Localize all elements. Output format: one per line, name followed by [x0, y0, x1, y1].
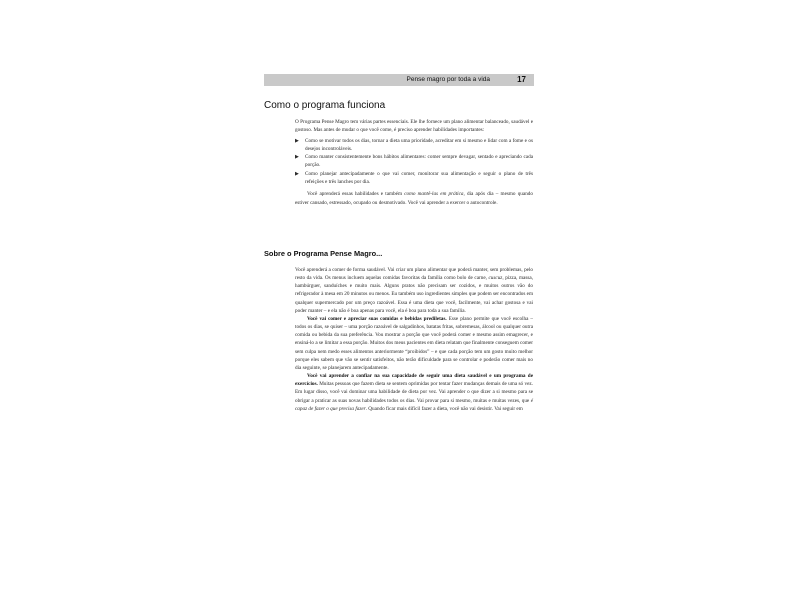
section-body-sobre [295, 266, 533, 413]
list-item [295, 153, 533, 170]
paragraph-comidas-prediletas [295, 315, 533, 372]
closing-emphasis: como mantê-las em prática [404, 191, 464, 198]
paragraph-text: Muitas pessoas que fazem dieta se sentem oprimidas por tentar fazer mudanças demais de uma só vez. Em lugar disso, você vai dominar uma habilidade de dieta por vez. Vai aprender o que dizer a si mesmo para se obrigar a praticar as suas novas habilidades todos os dias. Vai provar para si mesmo, muitas e muitas vezes, que [295, 381, 533, 404]
paragraph-lead-bold: Você vai comer e apreciar suas comidas e bebidas prediletas. [307, 315, 447, 322]
triangle-bullet-icon: ▶ [295, 170, 299, 177]
paragraph-text: , pizza, massa, hambúrguer, sanduíches e muito mais. Alguns pratos não precisam ser cozidos, e muitos outros vão do refrigerador à mesa em 20 minutos ou menos. Eu também uso ingredientes simples que podem ser encontrados em qualquer supermercado por um preço razoável. Essa é uma dieta que você, facilmente, vai achar gostosa e vai poder manter – e ela não é boa apenas para você, ela é boa para toda a sua família. [295, 275, 533, 314]
paragraph-confiar-capacidade [295, 372, 533, 413]
page-number: 17 [517, 75, 526, 84]
paragraph-text: Esse plano permite que você escolha – todos os dias, se quiser – uma porção razoável de salgadinhos, batatas fritas, sobremesas, álcool ou qualquer outra comida ou bebida da sua preferência. Vou mostrar a porção que você poderá comer e mesmo assim emagrecer, e ensiná-lo a se limitar a essa porção. Muitos dos meus pacientes em dieta relatam que finalmente conseguem comer sem culpa nem medo esses alimentos anteriormente “proibidos” – e que cada porção tem um gosto muito melhor porque eles sabem que vão se sentir satisfeitos, não terão dificuldade para se controlar e poderão comer mais no dia seguinte, se planejarem antecipadamente. [295, 315, 533, 371]
paragraph-text: Você aprenderá a comer de forma saudável. Vai criar um plano alimentar que poderá manter, sem problemas, pelo resto da vida. Os menus incluem aquelas comidas favoritas da família como bolo de carne, [295, 267, 533, 282]
section-title-como-funciona: Como o programa funciona [264, 100, 386, 111]
running-header [264, 74, 534, 86]
running-header-title: Pense magro por toda a vida [406, 76, 490, 83]
italic-word: cuscuz [488, 275, 503, 282]
triangle-bullet-icon: ▶ [295, 154, 299, 161]
closing-text-start: Você aprenderá essas habilidades e também [307, 191, 405, 198]
paragraph-comer-saudavel [295, 266, 533, 315]
skills-list [295, 137, 533, 187]
section-title-sobre: Sobre o Programa Pense Magro... [264, 249, 383, 258]
closing-paragraph [295, 190, 533, 207]
list-item [295, 170, 533, 187]
triangle-bullet-icon: ▶ [295, 137, 299, 144]
paragraph-lead-bold: Você vai aprender a confiar na sua capacidade de seguir uma dieta saudável e um programa de exercícios. [295, 373, 533, 388]
list-item-text: Como se motivar todos os dias, tornar a dieta uma prioridade, acreditar em si mesmo e lidar com a fome e os desejos incontroláveis. [305, 137, 533, 152]
closing-text-end: , dia após dia – mesmo quando estiver cansado, estressado, ocupado ou desmotivado. Você vai aprender a exercer o autocontrole. [295, 191, 533, 206]
list-item-text: Como planejar antecipadamente o que vai comer, monitorar sua alimentação e seguir o plano de três refeições e três lanches por dia. [305, 170, 533, 186]
paragraph-text: . Quando ficar mais difícil fazer a dieta, você não vai desistir. Vai seguir em [365, 405, 523, 412]
italic-phrase: é capaz de fazer o que precisa fazer [295, 397, 533, 412]
list-item [295, 137, 533, 154]
intro-paragraph: O Programa Pense Magro tem várias partes essenciais. Ele lhe fornece um plano alimentar balanceado, saudável e gostoso. Mas antes de mudar o que você come, é preciso aprender habilidades importantes: [295, 119, 533, 134]
section-body-como-funciona [295, 118, 533, 207]
list-item-text: Como manter consistentemente bons hábitos alimentares: comer sempre devagar, sentado e apreciando cada porção. [305, 154, 533, 169]
